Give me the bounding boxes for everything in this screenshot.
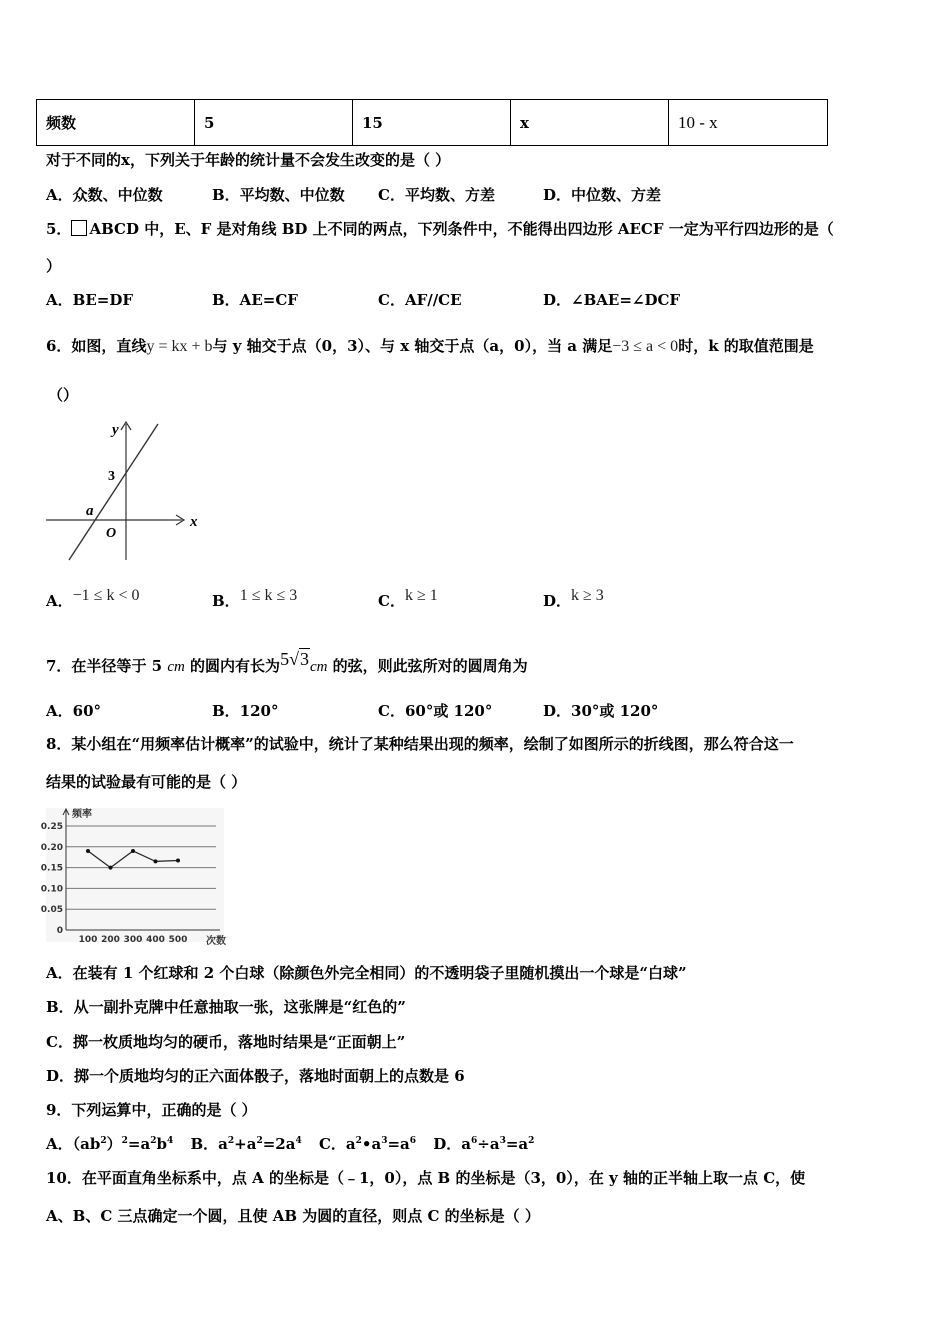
q6-paren: （）	[48, 386, 79, 404]
data-point	[131, 849, 135, 853]
option-label: D．	[433, 1135, 462, 1153]
expr-sup: 2	[355, 1136, 362, 1146]
q6-stem	[46, 336, 814, 357]
q8-option-b: B．从一副扑克牌中任意抽取一张，这张牌是“红色的”	[46, 998, 406, 1016]
data-point	[154, 859, 158, 863]
y-tick-label: 0	[56, 926, 63, 936]
x-axis-label: x	[190, 514, 198, 530]
expr-sup: 2	[256, 1136, 263, 1146]
q7-text-2: 的圆内有长为	[184, 657, 281, 675]
q10-stem-line-2: A、B、C 三点确定一个圆，且使 AB 为圆的直径，则点 C 的坐标是（ ）	[46, 1207, 540, 1225]
table-row	[37, 100, 828, 146]
x-axis-title: 次数	[206, 936, 226, 946]
q7-radicand: 3	[299, 649, 309, 669]
y-tick-label: 0.20	[40, 842, 63, 853]
q4-option-d: D．中位数、方差	[543, 186, 662, 204]
q5-number: 5．	[46, 220, 72, 238]
y-axis-label: y	[112, 422, 119, 438]
option-label: D．	[543, 592, 572, 610]
q9-option-d	[433, 1135, 534, 1153]
q8-option-d: D．掷一个质地均匀的正六面体骰子，落地时面朝上的点数是 6	[46, 1067, 465, 1085]
table-cell: 15	[353, 100, 511, 146]
x-tick-label: 100	[78, 935, 98, 945]
data-point	[176, 859, 180, 863]
q7-text-1: 7．在半径等于 5	[46, 657, 168, 675]
expr-sup: 2	[227, 1136, 235, 1146]
q4-option-c: C．平均数、方差	[378, 186, 495, 204]
x-intercept-label: a	[86, 503, 94, 519]
data-point	[86, 849, 90, 853]
q6-text-3: 时，k 的取值范围是	[678, 337, 814, 355]
expr-part: a	[345, 1135, 356, 1153]
option-label: B．	[190, 1135, 219, 1153]
expr-part: a	[461, 1135, 472, 1153]
expr-part: =2a	[262, 1135, 296, 1153]
q8-stem-line-2: 结果的试验最有可能的是（ ）	[46, 773, 247, 791]
option-label: A．	[46, 592, 73, 610]
q6-text-2: 与 y 轴交于点（0，3）、与 x 轴交于点（a，0），当 a 满足	[212, 337, 613, 355]
table-cell: x	[511, 100, 669, 146]
expr-sup: 6	[471, 1136, 478, 1146]
expr-sup: 4	[295, 1136, 302, 1146]
y-tick-label: 0.15	[40, 863, 63, 874]
q6-option-a	[46, 587, 140, 612]
y-axis-title: 频率	[72, 809, 92, 820]
expr-part: =a	[387, 1135, 410, 1153]
expr-sup: 4	[166, 1136, 174, 1146]
expr-sup: 2	[528, 1136, 535, 1146]
q7-option-a: A．60°	[46, 702, 102, 720]
q4-option-b: B．平均数、中位数	[212, 186, 345, 204]
y-tick-label: 0.25	[40, 822, 63, 832]
q9-option-c	[319, 1135, 416, 1153]
q7-option-c: C．60°或 120°	[378, 702, 493, 720]
table-cell-label: 频数	[37, 100, 195, 146]
expr-part: =a	[505, 1135, 529, 1153]
expr-part: =a	[127, 1135, 151, 1153]
data-point	[109, 866, 113, 870]
q6-line-graph	[42, 418, 212, 566]
parallelogram-symbol-icon	[71, 220, 87, 236]
q5-stem-close: ）	[46, 257, 62, 275]
expr-sup: 3	[499, 1136, 506, 1146]
q6-line-equation: y = kx + b	[146, 338, 213, 355]
origin-label: O	[106, 526, 117, 541]
q5-option-b: B．AE=CF	[212, 291, 298, 309]
expr-sup: 2	[121, 1136, 128, 1146]
option-label: B．	[212, 592, 240, 610]
x-tick-label: 400	[146, 935, 165, 945]
expr-part: ÷a	[477, 1135, 500, 1153]
q8-option-c: C．掷一枚质地均匀的硬币，落地时结果是“正面朝上”	[46, 1033, 406, 1051]
option-label: C．	[318, 1135, 346, 1153]
expr-sup: 2	[150, 1136, 157, 1146]
expr-sup: 2	[100, 1136, 107, 1146]
expr-sup: 3	[381, 1136, 388, 1146]
q7-unit: cm	[309, 659, 328, 675]
chart-background	[46, 808, 224, 942]
q5-option-c: C．AF//CE	[378, 291, 462, 309]
x-tick-label: 500	[168, 935, 188, 945]
q6-option-c	[378, 587, 438, 612]
q4-option-a: A．众数、中位数	[46, 186, 163, 204]
q7-option-b: B．120°	[212, 702, 279, 720]
q6-condition: −3 ≤ a < 0	[612, 338, 679, 355]
q7-stem	[46, 649, 528, 677]
option-label: A．	[46, 1135, 73, 1153]
frequency-table	[36, 99, 828, 146]
q6-option-b	[212, 587, 298, 612]
option-expr: k ≥ 1	[404, 587, 438, 604]
q5-stem	[46, 219, 834, 239]
expr-sup: 6	[409, 1136, 417, 1146]
q5-text: ABCD 中，E、F 是对角线 BD 上不同的两点，下列条件中，不能得出四边形 AECF 一定为平行四边形的是（	[89, 220, 834, 238]
expr-part: （ab	[72, 1135, 101, 1153]
q7-option-d: D．30°或 120°	[543, 702, 659, 720]
expr-part: b	[156, 1135, 167, 1153]
option-expr: 1 ≤ k ≤ 3	[239, 587, 298, 604]
y-tick-label: 0.05	[40, 905, 63, 916]
table-cell: 5	[195, 100, 353, 146]
q8-stem-line-1: 8．某小组在“用频率估计概率”的试验中，统计了某种结果出现的频率，绘制了如图所示的折线图，那么符合这一	[46, 735, 794, 753]
q7-text-3: 的弦，则此弦所对的圆周角为	[327, 657, 528, 675]
expr-part: +a	[234, 1135, 257, 1153]
q5-option-a: A．BE=DF	[46, 291, 133, 309]
q9-option-a	[46, 1135, 173, 1153]
option-expr: −1 ≤ k < 0	[72, 587, 140, 604]
q7-chord-length: 5√3	[280, 649, 309, 669]
q9-stem: 9．下列运算中，正确的是（ ）	[46, 1101, 257, 1119]
option-expr: k ≥ 3	[571, 587, 604, 604]
q6-text-1: 6．如图，直线	[46, 337, 147, 355]
frequency-line-chart	[40, 806, 230, 946]
q4-stem: 对于不同的x，下列关于年龄的统计量不会发生改变的是（ ）	[46, 151, 451, 169]
q7-unit: cm	[167, 659, 185, 675]
q9-option-b	[190, 1135, 301, 1153]
q8-option-a: A．在装有 1 个红球和 2 个白球（除颜色外完全相同）的不透明袋子里随机摸出一个球是“白球”	[46, 964, 687, 982]
y-tick-label: 0.10	[40, 884, 63, 895]
y-intercept-label: 3	[108, 469, 115, 484]
expr-part: ）	[106, 1135, 122, 1153]
q6-option-d	[543, 587, 604, 612]
table-cell: 10 - x	[669, 100, 828, 146]
x-tick-label: 200	[101, 935, 120, 945]
q9-options	[46, 1134, 534, 1154]
option-label: C．	[378, 592, 405, 610]
q5-option-d: D．∠BAE=∠DCF	[543, 291, 681, 309]
expr-part: •a	[361, 1135, 382, 1153]
q10-stem-line-1: 10．在平面直角坐标系中，点 A 的坐标是（﹣1，0），点 B 的坐标是（3，0），在 y 轴的正半轴上取一点 C，使	[46, 1169, 806, 1187]
q7-coef: 5	[280, 649, 290, 669]
x-tick-label: 300	[123, 935, 143, 945]
expr-part: a	[218, 1135, 228, 1153]
